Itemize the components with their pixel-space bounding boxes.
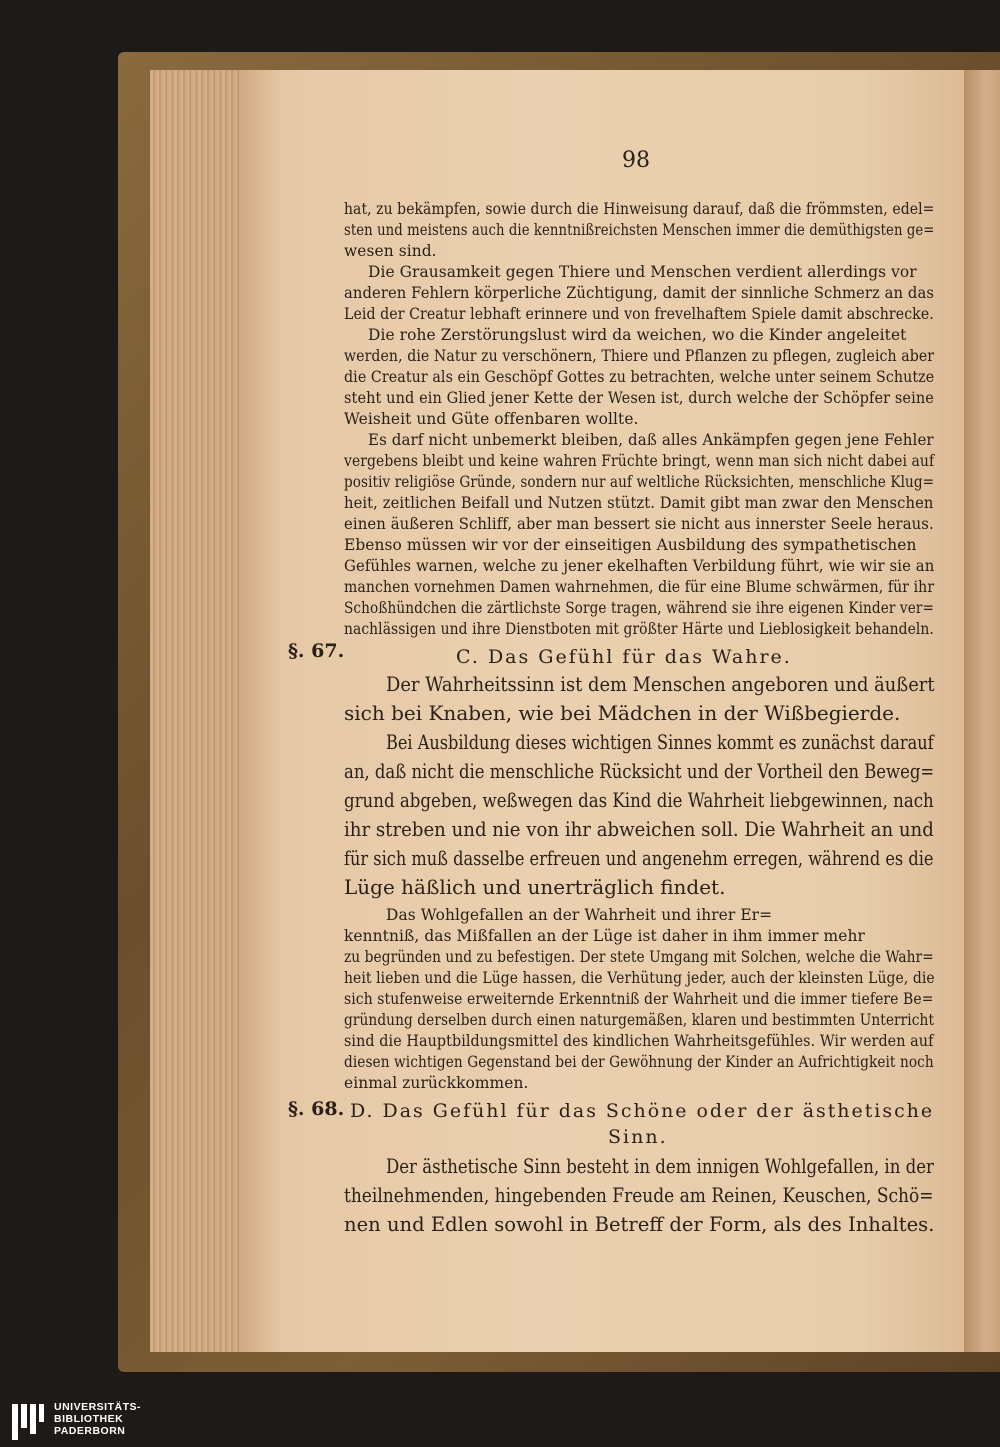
text-line: vergebens bleibt und keine wahren Früchte bringt, wenn man sich nicht dabei auf	[344, 452, 935, 470]
section-mark-67: §. 67.	[288, 640, 345, 662]
text-line: Die Grausamkeit gegen Thiere und Menschen verdient allerdings vor	[368, 263, 917, 281]
text-line: Gefühles warnen, welche zu jener ekelhaften Verbildung führt, wie wir sie an	[344, 557, 935, 575]
text-line: kenntniß, das Mißfallen an der Lüge ist daher in ihm immer mehr	[344, 927, 865, 945]
text-line: Leid der Creatur lebhaft erinnere und von frevelhaftem Spiele damit abschrecke.	[344, 305, 934, 323]
library-logo-icon	[10, 1402, 46, 1442]
facing-page-edge	[964, 70, 1000, 1352]
text-line: Der Wahrheitssinn ist dem Menschen angeboren und äußert	[386, 672, 935, 696]
text-line: heit lieben und die Lüge hassen, die Verhütung jeder, auch der kleinsten Lüge, die	[344, 969, 935, 987]
text-line: sich stufenweise erweiternde Erkenntniß der Wahrheit und die immer tiefere Be=	[344, 990, 934, 1008]
section-mark-68: §. 68.	[288, 1098, 345, 1120]
section-heading-68-cont: Sinn.	[608, 1126, 668, 1148]
library-name-line1: UNIVERSITÄTS-	[54, 1401, 142, 1413]
text-line: sten und meistens auch die kenntnißreichsten Menschen immer die demüthigsten ge=	[344, 221, 935, 239]
text-line: an, daß nicht die menschliche Rücksicht und der Vortheil den Beweg=	[344, 759, 935, 783]
text-line: nen und Edlen sowohl in Betreff der Form, als des Inhaltes.	[344, 1212, 935, 1236]
text-line: Der ästhetische Sinn besteht in dem innigen Wohlgefallen, in der	[386, 1154, 934, 1178]
text-line: positiv religiöse Gründe, sondern nur auf weltliche Rücksichten, menschliche Klug=	[344, 473, 935, 491]
text-line: theilnehmenden, hingebenden Freude am Reinen, Keuschen, Schö=	[344, 1183, 934, 1207]
text-line: einmal zurückkommen.	[344, 1074, 529, 1092]
page-edges	[150, 70, 245, 1352]
text-line: zu begründen und zu befestigen. Der stete Umgang mit Solchen, welche die Wahr=	[344, 948, 934, 966]
text-line: Es darf nicht unbemerkt bleiben, daß alles Ankämpfen gegen jene Fehler	[368, 431, 934, 449]
text-line: Weisheit und Güte offenbaren wollte.	[344, 410, 639, 428]
section-heading-68: D. Das Gefühl für das Schöne oder der ästhetische	[350, 1100, 935, 1122]
text-line: anderen Fehlern körperliche Züchtigung, damit der sinnliche Schmerz an das	[344, 284, 935, 302]
library-name	[54, 1401, 141, 1437]
text-line: hat, zu bekämpfen, sowie durch die Hinweisung darauf, daß die frömmsten, edel=	[344, 200, 935, 218]
text-line: manchen vornehmen Damen wahrnehmen, die für eine Blume schwärmen, für ihr	[344, 578, 935, 596]
text-line: heit, zeitlichen Beifall und Nutzen stützt. Damit gibt man zwar den Menschen	[344, 494, 934, 512]
library-name-line2: BIBLIOTHEK	[54, 1413, 124, 1425]
text-line: ihr streben und nie von ihr abweichen soll. Die Wahrheit an und	[344, 817, 934, 841]
text-line: Die rohe Zerstörungslust wird da weichen, wo die Kinder angeleitet	[368, 326, 907, 344]
library-name-line3: PADERBORN	[54, 1425, 126, 1437]
text-line: gründung derselben durch einen naturgemäßen, klaren und bestimmten Unterricht	[344, 1011, 935, 1029]
page-number: 98	[622, 148, 650, 173]
text-line: die Creatur als ein Geschöpf Gottes zu betrachten, welche unter seinem Schutze	[344, 368, 935, 386]
text-line: Ebenso müssen wir vor der einseitigen Ausbildung des sympathetischen	[344, 536, 917, 554]
text-line: für sich muß dasselbe erfreuen und angenehm erregen, während es die	[344, 846, 934, 870]
text-line: diesen wichtigen Gegenstand bei der Gewöhnung der Kinder an Aufrichtigkeit noch	[344, 1053, 934, 1071]
text-line: sich bei Knaben, wie bei Mädchen in der Wißbegierde.	[344, 701, 901, 725]
section-heading-67: C. Das Gefühl für das Wahre.	[456, 646, 792, 668]
text-line: wesen sind.	[344, 242, 437, 260]
text-line: Lüge häßlich und unerträglich findet.	[344, 875, 726, 899]
text-line: einen äußeren Schliff, aber man bessert sie nicht aus innerster Seele heraus.	[344, 515, 934, 533]
text-line: grund abgeben, weßwegen das Kind die Wahrheit liebgewinnen, nach	[344, 788, 934, 812]
text-line: Bei Ausbildung dieses wichtigen Sinnes kommt es zunächst darauf	[386, 730, 934, 754]
text-line: steht und ein Glied jener Kette der Wesen ist, durch welche der Schöpfer seine	[344, 389, 934, 407]
text-line: sind die Hauptbildungsmittel des kindlichen Wahrheitsgefühles. Wir werden auf	[344, 1032, 934, 1050]
text-line: werden, die Natur zu verschönern, Thiere und Pflanzen zu pflegen, zugleich aber	[344, 347, 935, 365]
library-footer	[0, 1397, 1000, 1447]
text-line: Schoßhündchen die zärtlichste Sorge tragen, während sie ihre eigenen Kinder ver=	[344, 599, 935, 617]
text-line: nachlässigen und ihre Dienstboten mit größter Härte und Lieblosigkeit behandeln.	[344, 620, 934, 638]
text-line: Das Wohlgefallen an der Wahrheit und ihrer Er=	[386, 906, 773, 924]
